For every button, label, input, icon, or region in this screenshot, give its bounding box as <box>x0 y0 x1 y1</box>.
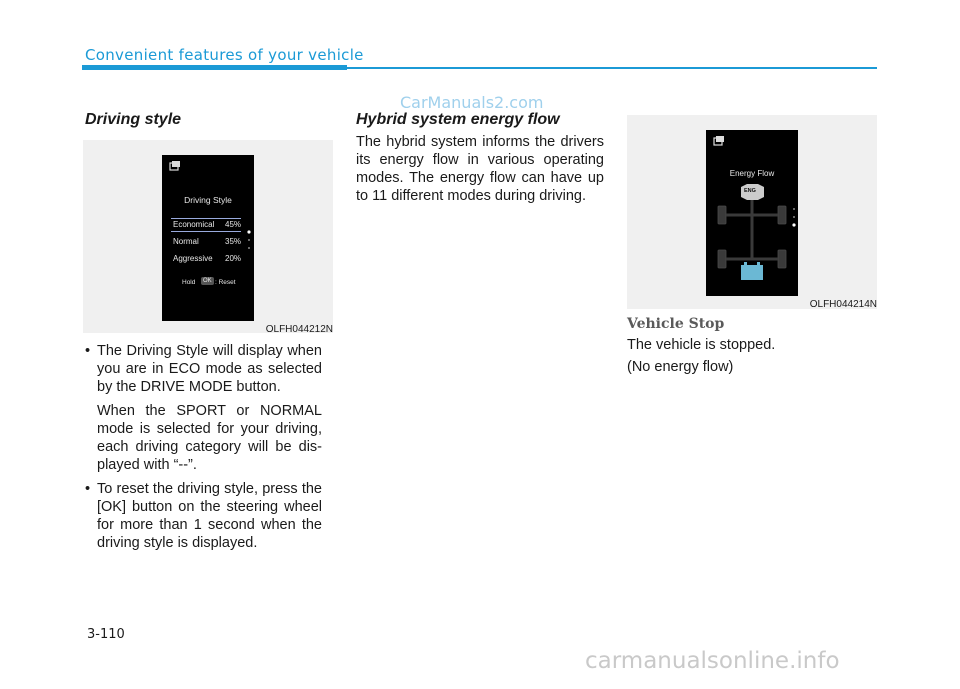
watermark-bottom[interactable]: carmanualsonline.info <box>585 648 840 674</box>
energy-flow-icon <box>713 135 727 147</box>
page-indicator-icon <box>246 229 252 253</box>
section-header-title: Convenient features of your vehicle <box>85 46 364 64</box>
energy-flow-screen-title: Energy Flow <box>729 169 775 178</box>
screen-divider-bottom <box>171 231 241 232</box>
driving-style-heading: Driving style <box>85 111 182 128</box>
vehicle-stop-heading: Vehicle Stop <box>627 316 725 332</box>
vehicle-stop-line1: The vehicle is stopped. <box>627 337 776 353</box>
bullet-paragraph: • The Driving Style will display when you are in ECO mode as selected by the DRIVE MODE button. <box>97 343 322 395</box>
hold-text: Hold <box>182 279 196 286</box>
hybrid-flow-heading: Hybrid system energy flow <box>356 111 560 128</box>
bullet-item <box>85 480 322 552</box>
header-rule-thin <box>347 67 877 69</box>
vehicle-stop-line2: (No energy flow) <box>627 359 734 375</box>
page-number: 3-110 <box>87 627 125 642</box>
reset-text: : Reset <box>215 279 236 286</box>
bullet-paragraph: When the SPORT or NORMAL mode is selected for your driving, each driving category will be dis-played with “--”. <box>97 403 322 473</box>
driving-style-bullets <box>85 342 322 558</box>
bullet-paragraph: • To reset the driving style, press the [OK] button on the steering wheel for more than 1 second when the driving style is displayed. <box>97 481 322 551</box>
aggressive-value: 20% <box>225 254 242 263</box>
driving-style-screen-title: Driving Style <box>184 195 232 205</box>
driving-style-icon <box>169 160 183 172</box>
driving-style-figure <box>83 140 333 333</box>
energy-flow-figure <box>627 115 877 309</box>
page-indicator-icon <box>791 206 797 230</box>
economical-label: Economical <box>173 220 215 229</box>
ok-key-icon: OK <box>203 278 212 284</box>
aggressive-label: Aggressive <box>173 254 213 263</box>
economical-value: 45% <box>225 220 242 229</box>
hybrid-flow-body: The hybrid system informs the drivers its energy flow in various operating modes. The energy flow can have up to 11 different modes during driving. <box>356 134 604 204</box>
normal-label: Normal <box>173 237 199 246</box>
battery-icon <box>741 265 763 280</box>
energy-flow-caption: OLFH044214N <box>809 299 877 310</box>
screen-divider-top <box>171 218 241 219</box>
driving-style-screen <box>162 155 254 321</box>
normal-value: 35% <box>225 237 242 246</box>
watermark-top[interactable]: CarManuals2.com <box>400 93 544 112</box>
bullet-item <box>85 342 322 474</box>
header-rule-thick <box>82 65 347 70</box>
engine-label: ENG <box>744 188 756 194</box>
driving-style-caption: OLFH044212N <box>265 324 333 335</box>
energy-flow-screen <box>706 130 798 296</box>
